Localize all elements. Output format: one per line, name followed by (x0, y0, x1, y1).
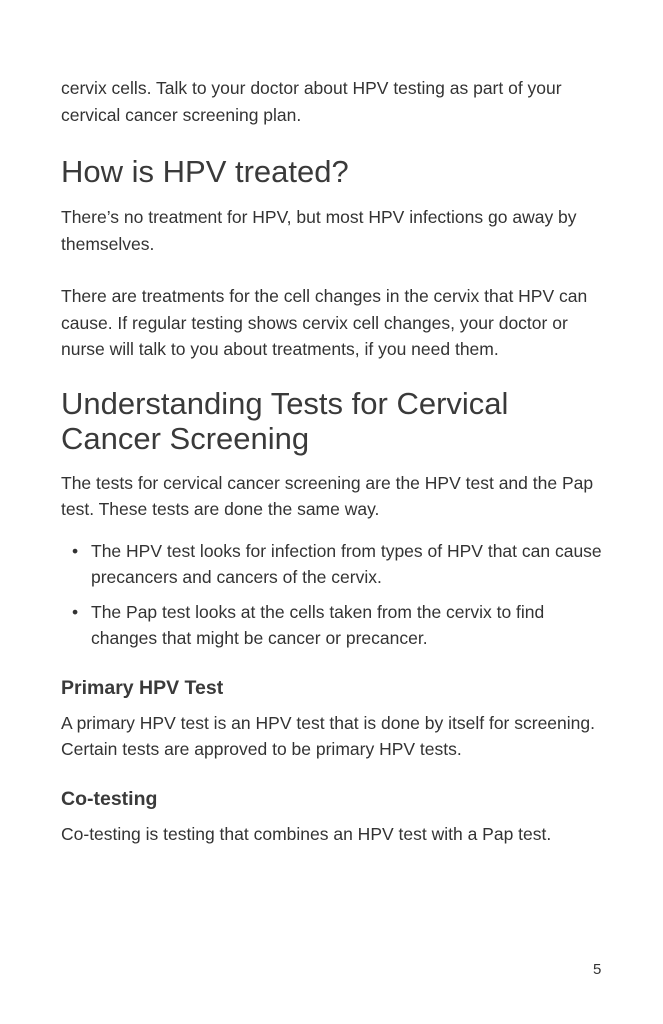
cotesting-paragraph: Co-testing is testing that combines an HPV test with a Pap test. (61, 823, 552, 844)
cotesting-heading: Co-testing (61, 787, 158, 810)
treatment-heading: How is HPV treated? (61, 154, 349, 189)
bullet-text: The HPV test looks for infection from types of HPV that can cause precancers and cancers of the cervix. (91, 540, 602, 587)
bullet-icon: • (72, 601, 79, 622)
intro-paragraph: cervix cells. Talk to your doctor about HPV testing as part of your cervical cancer screening plan. (61, 78, 562, 125)
page-number: 5 (593, 961, 602, 978)
primary-hpv-heading: Primary HPV Test (61, 676, 224, 699)
treatment-paragraph-2: There are treatments for the cell changes in the cervix that HPV can cause. If regular testing shows cervix cell changes, your doctor or nurse will talk to you about treatments, if you need them. (61, 286, 588, 359)
understanding-paragraph: The tests for cervical cancer screening are the HPV test and the Pap test. These tests are done the same way. (61, 472, 594, 519)
understanding-heading: Understanding Tests for Cervical Cancer Screening (61, 385, 509, 456)
list-item (61, 599, 606, 651)
list-item (61, 538, 606, 590)
bullet-icon: • (72, 540, 79, 561)
primary-hpv-paragraph: A primary HPV test is an HPV test that is done by itself for screening. Certain tests are approved to be primary HPV tests. (61, 712, 595, 759)
bullet-text: The Pap test looks at the cells taken from the cervix to find changes that might be cancer or precancer. (91, 601, 545, 648)
document-page (61, 0, 606, 847)
treatment-paragraph-1: There’s no treatment for HPV, but most HPV infections go away by themselves. (61, 207, 577, 254)
test-bullet-list (61, 538, 606, 651)
